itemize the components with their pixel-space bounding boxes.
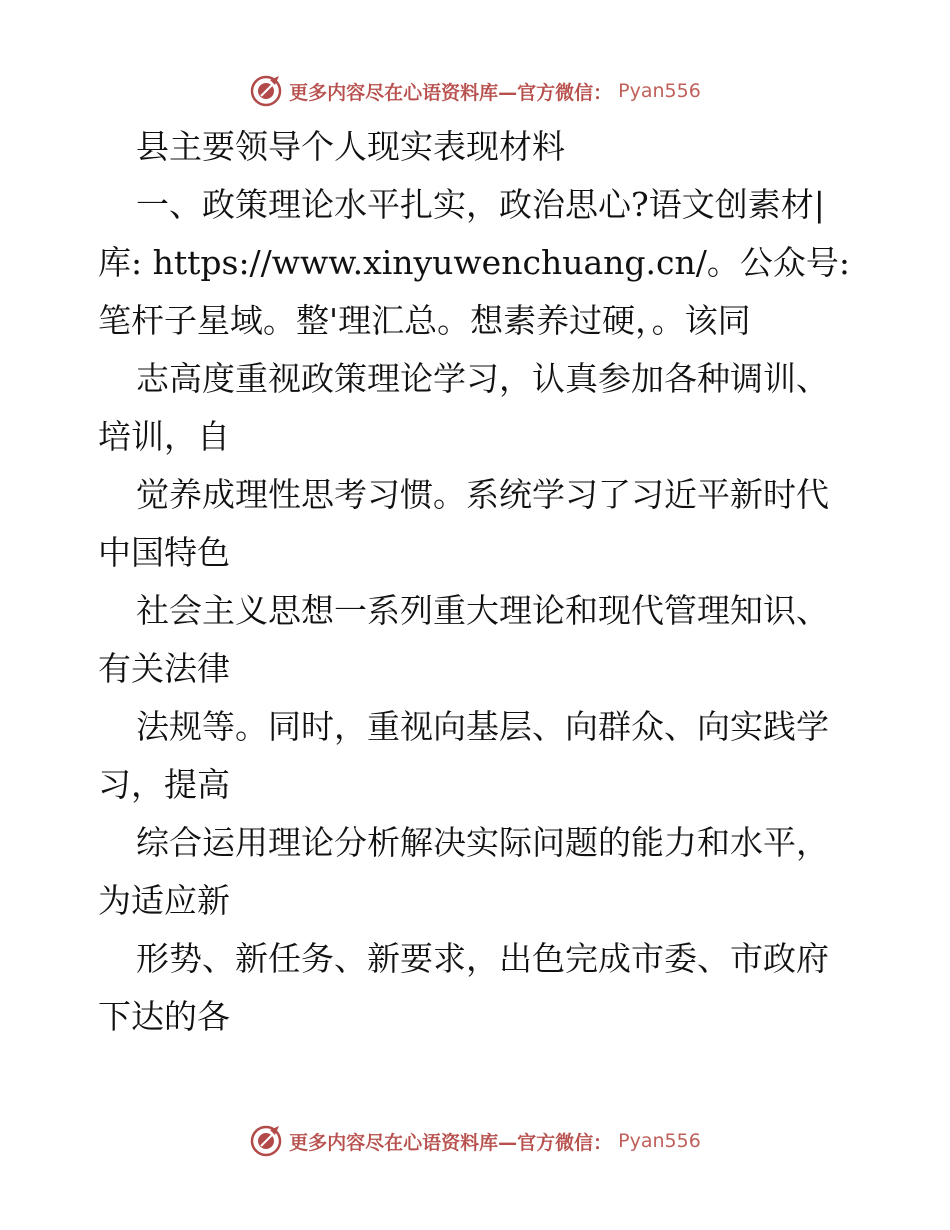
watermark-label: 更多内容尽在心语资料库—官方微信： (289, 81, 613, 104)
watermark-handle: Pyan556 (618, 80, 701, 102)
text-line: 觉养成理性思考习惯。系统学习了习近平新时代 (136, 475, 829, 514)
text-line: 中国特色 (98, 533, 230, 572)
text-line: 下达的各 (98, 997, 230, 1036)
header-watermark (0, 74, 950, 108)
text-line: 为适应新 (98, 881, 230, 920)
watermark-handle: Pyan556 (618, 1130, 701, 1152)
document-title: 县主要领导个人现实表现材料 (136, 127, 565, 166)
text-line: 形势、新任务、新要求，出色完成市委、市政府 (136, 939, 829, 978)
pen-logo-icon (249, 1124, 283, 1158)
text-line: 培训，自 (98, 417, 230, 456)
watermark-label: 更多内容尽在心语资料库—官方微信： (289, 1131, 613, 1154)
text-line: 社会主义思想一系列重大理论和现代管理知识、 (136, 591, 829, 630)
document-body (98, 118, 858, 1046)
text-line: 有关法律 (98, 649, 230, 688)
text-line: 一、政策理论水平扎实，政治思心?语文创素材| (136, 185, 825, 224)
text-line: 法规等。同时，重视向基层、向群众、向实践学 (136, 707, 829, 746)
pen-logo-icon (249, 74, 283, 108)
footer-watermark (0, 1124, 950, 1158)
text-line: 志高度重视政策理论学习，认真参加各种调训、 (136, 359, 829, 398)
text-line: 库: https://www.xinyuwenchuang.cn/。公众号: (98, 243, 850, 282)
text-line: 综合运用理论分析解决实际问题的能力和水平， (136, 823, 829, 862)
text-line: 习，提高 (98, 765, 230, 804)
text-line: 笔杆子星域。整'理汇总。想素养过硬，。该同 (98, 301, 751, 340)
